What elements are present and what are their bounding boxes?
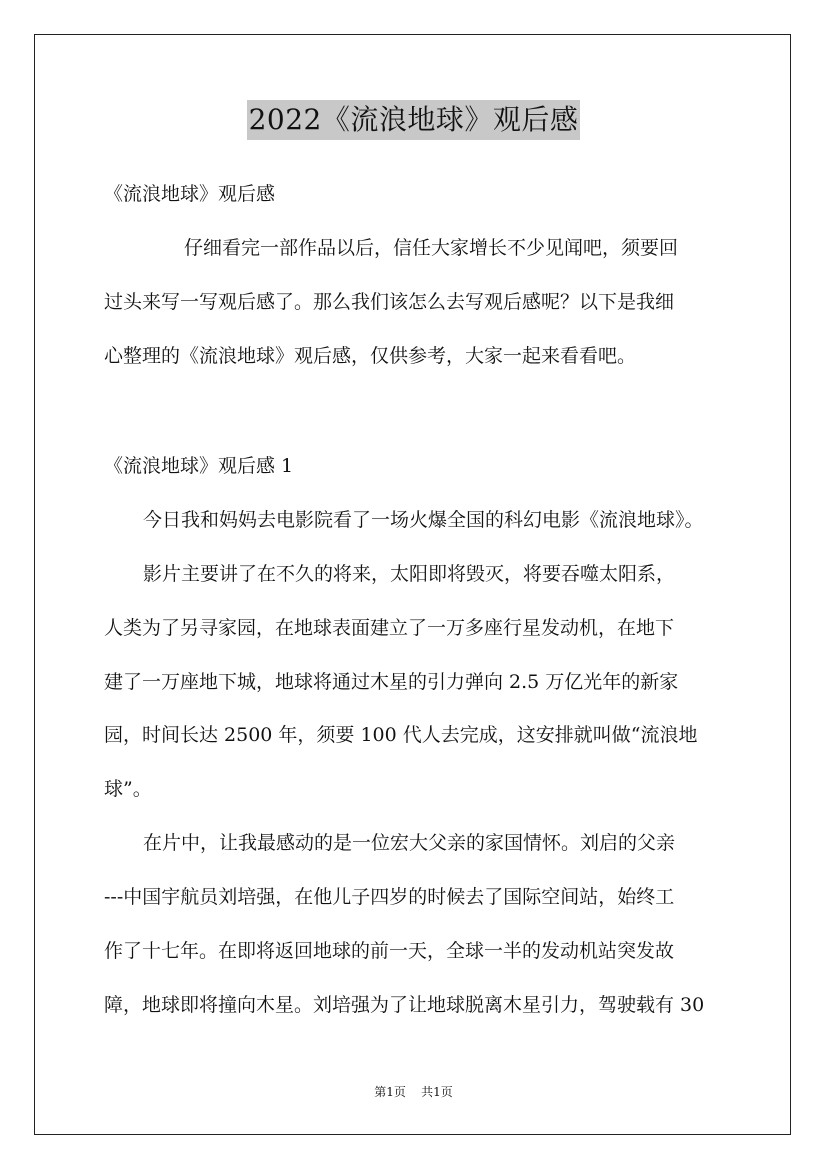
subtitle: 《流浪地球》观后感 bbox=[104, 183, 276, 205]
intro-line-2: 过头来写一写观后感了。那么我们该怎么去写观后感呢？以下是我细 bbox=[104, 291, 675, 313]
title-container bbox=[0, 100, 827, 140]
body-line-10: 障，地球即将撞向木星。刘培强为了让地球脱离木星引力，驾驶载有 30 bbox=[104, 994, 705, 1016]
intro-line-1: 仔细看完一部作品以后，信任大家增长不少见闻吧，须要回 bbox=[184, 237, 679, 259]
body-line-7: 在片中，让我最感动的是一位宏大父亲的家国情怀。刘启的父亲 bbox=[143, 832, 676, 854]
body-line-1: 今日我和妈妈去电影院看了一场火爆全国的科幻电影《流浪地球》。 bbox=[143, 509, 704, 531]
page-footer bbox=[0, 1084, 827, 1100]
page-total: 共1页 bbox=[421, 1085, 453, 1099]
body-line-3: 人类为了另寻家园，在地球表面建立了一万多座行星发动机，在地下 bbox=[104, 617, 675, 639]
page-number: 第1页 bbox=[374, 1085, 406, 1099]
body-line-4: 建了一万座地下城，地球将通过木星的引力弹向 2.5 万亿光年的新家 bbox=[104, 671, 679, 693]
body-line-2: 影片主要讲了在不久的将来，太阳即将毁灭，将要吞噬太阳系， bbox=[143, 563, 676, 585]
body-line-8: ---中国宇航员刘培强，在他儿子四岁的时候去了国际空间站，始终工 bbox=[104, 886, 675, 908]
body-line-9: 作了十七年。在即将返回地球的前一天，全球一半的发动机站突发故 bbox=[104, 940, 675, 962]
body-line-5: 园，时间长达 2500 年，须要 100 代人去完成，这安排就叫做“流浪地 bbox=[104, 724, 698, 746]
intro-line-3: 心整理的《流浪地球》观后感，仅供参考，大家一起来看看吧。 bbox=[104, 345, 637, 367]
section-heading: 《流浪地球》观后感 1 bbox=[104, 455, 294, 477]
document-title: 2022《流浪地球》观后感 bbox=[247, 100, 581, 140]
body-line-6: 球”。 bbox=[104, 778, 152, 800]
